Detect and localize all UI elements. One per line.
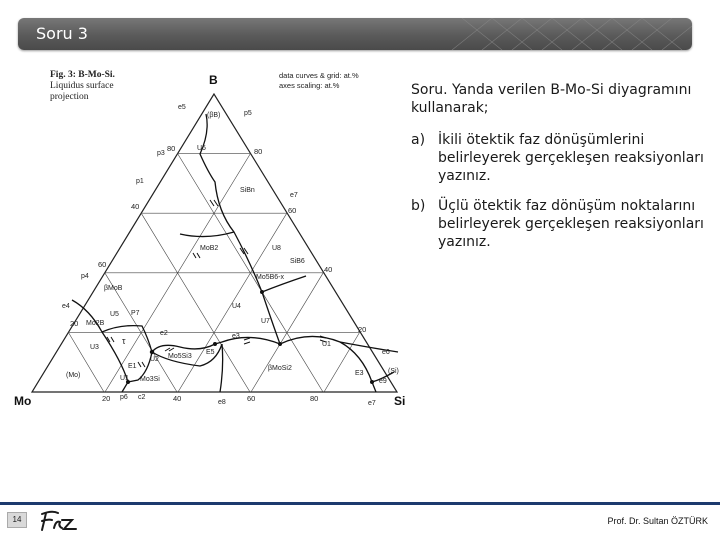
label-tau: τ <box>122 336 126 346</box>
label-u2: U2 <box>150 356 159 363</box>
label-e8: e8 <box>218 399 226 406</box>
label-p4: p4 <box>81 273 89 280</box>
tick-left-20: 20 <box>70 319 79 328</box>
tick-bottom-40: 40 <box>173 394 182 403</box>
slide-title: Soru 3 <box>36 24 88 43</box>
tick-bottom-20: 20 <box>102 394 111 403</box>
tick-right-60: 60 <box>288 206 297 215</box>
label-mo5si3: Mo5Si3 <box>168 353 192 360</box>
label-p6: p6 <box>120 394 128 401</box>
figure-notes <box>279 71 359 91</box>
caption-line-2: Liquidus surface <box>50 81 114 91</box>
question-text-a: İkili ötektik faz dönüşümlerini belirleyerek gerçekleşen reaksiyonları yazınız. <box>438 132 704 184</box>
label-mo3si: Mo3Si <box>140 376 160 383</box>
label-u5: U5 <box>110 311 119 318</box>
question-marker-a: a) <box>411 132 426 148</box>
note-line-1: data curves & grid: at.% <box>279 71 359 80</box>
label-e6: e6 <box>382 349 390 356</box>
tick-left-80: 80 <box>167 144 176 153</box>
tick-bottom-80: 80 <box>310 394 319 403</box>
tick-bottom-60: 60 <box>247 394 256 403</box>
slide-title-bar <box>18 18 692 50</box>
label-e4: e4 <box>62 303 70 310</box>
tick-right-80: 80 <box>254 147 263 156</box>
label-e7-top: e7 <box>290 192 298 199</box>
curve-arrows <box>107 200 326 367</box>
figure-caption <box>50 70 115 103</box>
label-e9: e9 <box>379 378 387 385</box>
question-intro: Soru. Yanda verilen B-Mo-Si diyagramını kullanarak; <box>411 82 692 116</box>
label-p5: p5 <box>244 110 252 117</box>
label-p7: P7 <box>131 310 140 317</box>
label-mo5b6: Mo5B6-x <box>256 274 285 281</box>
label-u8: U8 <box>272 245 281 252</box>
label-u6: U6 <box>197 145 206 152</box>
label-e5-lower: E5 <box>206 349 215 356</box>
label-c2: c2 <box>138 394 146 401</box>
question-marker-b: b) <box>411 198 426 214</box>
label-si-phase: (Si) <box>388 368 399 375</box>
corner-label-mo: Mo <box>14 394 32 408</box>
label-u7: U7 <box>261 318 270 325</box>
label-beta-mob: βMoB <box>104 285 123 292</box>
corner-label-si: Si <box>394 394 406 408</box>
tick-left-60: 60 <box>98 260 107 269</box>
footer-divider <box>0 502 720 505</box>
label-mo-phase: (Mo) <box>66 372 81 379</box>
title-bar-pattern <box>432 18 692 50</box>
label-beta-mosi2: βMoSi2 <box>268 365 292 372</box>
label-e2: e2 <box>160 330 168 337</box>
caption-fig-number: Fig. 3: <box>50 70 76 80</box>
phase-diagram <box>10 62 410 416</box>
label-e3: e3 <box>232 333 240 340</box>
corner-label-b: B <box>209 73 218 87</box>
label-u1-lower: U1 <box>120 375 129 382</box>
faz-logo-icon <box>38 508 80 534</box>
question-block <box>411 81 711 263</box>
label-e3-right: E3 <box>355 370 364 377</box>
label-u4: U4 <box>232 303 241 310</box>
label-e1: E1 <box>128 363 137 370</box>
label-sib6: SiB6 <box>290 258 305 265</box>
tick-right-20: 20 <box>358 325 367 334</box>
question-item-b <box>411 197 711 251</box>
label-mob2: MoB2 <box>200 245 219 252</box>
label-e7-right: e7 <box>368 400 376 407</box>
label-beta-b: (βB) <box>207 112 221 119</box>
page-number: 14 <box>7 512 27 528</box>
triangle-outline <box>32 94 397 392</box>
caption-system: B-Mo-Si. <box>78 70 115 80</box>
label-e5: e5 <box>178 104 186 111</box>
label-p1: p1 <box>136 178 144 185</box>
label-u1: U1 <box>322 341 331 348</box>
tick-left-40: 40 <box>131 202 140 211</box>
question-item-a <box>411 131 711 185</box>
question-text-b: Üçlü ötektik faz dönüşüm noktalarını belirleyerek gerçekleşen reaksiyonları yazınız. <box>438 198 704 250</box>
author-name: Prof. Dr. Sultan ÖZTÜRK <box>607 516 708 526</box>
label-mo2b: Mo2B <box>86 320 105 327</box>
tick-right-40: 40 <box>324 265 333 274</box>
caption-line-3: projection <box>50 92 89 102</box>
grid-lines <box>68 154 359 392</box>
label-p3: p3 <box>157 150 165 157</box>
label-u3: U3 <box>90 344 99 351</box>
label-sib: SiBn <box>240 187 255 194</box>
note-line-2: axes scaling: at.% <box>279 81 340 90</box>
